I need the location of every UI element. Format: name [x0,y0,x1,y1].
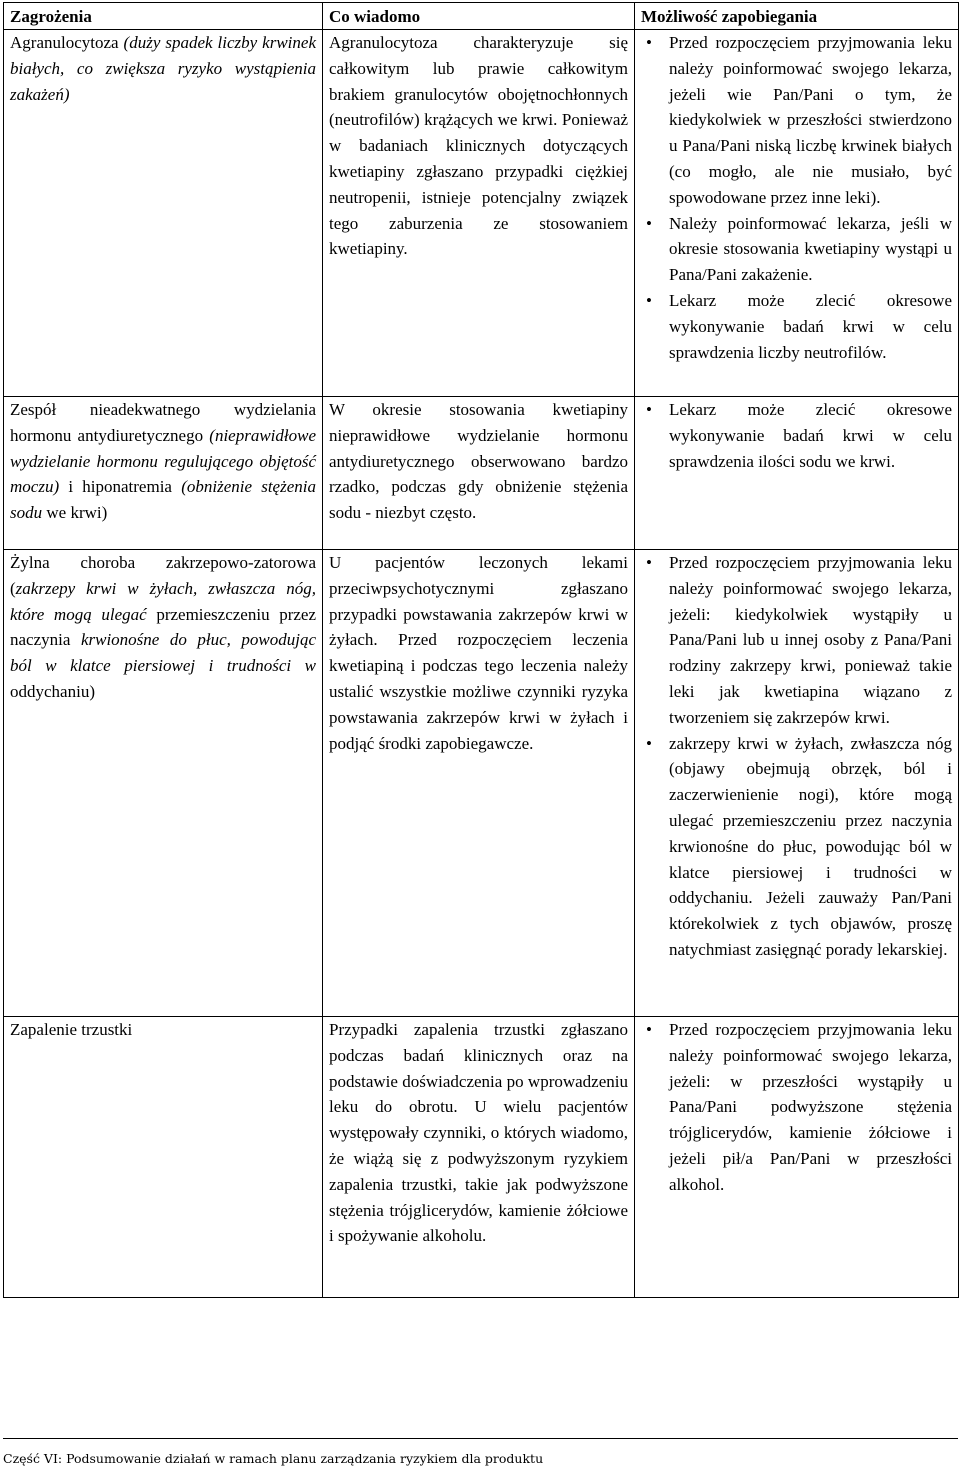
prevention-text: Lekarz może zlecić okresowe wykonywanie badań krwi w celu sprawdzenia ilości sodu we krwi. [669,400,952,471]
prevention-item [641,731,952,963]
header-risk: Zagrożenia [4,3,323,30]
prevention-item [641,288,952,365]
table-row [4,397,959,550]
prevention-list [641,30,952,365]
prevention-item [641,211,952,288]
prevention-text: Przed rozpoczęciem przyjmowania leku należy poinformować swojego lekarza, jeżeli wie Pan/Pani o tym, że kiedykolwiek w przeszłości stwierdzono u Pana/Pani niską liczbę krwinek białych (co mogło, ale nie musiało, być spowodowane przez inne leki). [669,33,952,207]
risk-text: oddychaniu) [10,681,95,701]
risk-cell [4,1017,323,1298]
risk-text: we krwi) [42,503,108,523]
risk-cell [4,30,323,397]
risk-text: Agranulocytoza [10,33,124,52]
prevention-cell [635,1017,959,1298]
prevention-text: Lekarz może zlecić okresowe wykonywanie badań krwi w celu sprawdzenia liczby neutrofilów. [669,290,952,362]
prevention-list [641,1017,952,1198]
prevention-item [641,550,952,731]
bullet-icon: • [646,400,652,419]
prevention-text: Przed rozpoczęciem przyjmowania leku należy poinformować swojego lekarza, jeżeli: kiedykolwiek wystąpiły u Pana/Pani lub u innej osoby z Pana/Pani rodziny zakrzepy krwi, ponieważ takie leki jak kwetiapina wiązano z tworzeniem się zakrzepów krwi. [669,553,952,727]
risk-text: i hiponatremia [59,477,182,497]
risk-text: krwionośne do płuc, powodując ból w klatce piersiowej i trudności w [10,630,317,676]
prevention-item [641,397,952,474]
risk-text: Zespół nieadekwatnego wydzielania hormonu antydiuretycznego [10,400,316,445]
prevention-text: Przed rozpoczęciem przyjmowania leku należy poinformować swojego lekarza, jeżeli: w przeszłości wystąpiły u Pana/Pani podwyższone stężenia trójglicerydów, kamienie żółciowe i jeżeli pił/a Pan/Pani w przeszłości alkohol. [669,1020,952,1194]
prevention-cell [635,550,959,1017]
risk-cell [4,397,323,550]
prevention-item [641,30,952,211]
bullet-icon: • [646,290,652,310]
footer-text: Część VI: Podsumowanie działań w ramach planu zarządzania ryzykiem dla produktu [3,1451,544,1466]
prevention-item [641,1017,952,1198]
bullet-icon: • [646,553,652,572]
header-known: Co wiadomo [323,3,635,30]
risk-text: Żylna choroba zakrzepowo-zatorowa ( [10,553,316,598]
risk-text: Zapalenie trzustki [10,1020,133,1039]
table-row [4,30,959,397]
prevention-text: Należy poinformować lekarza, jeśli w okresie stosowania kwetiapiny wystąpi u Pana/Pani zakażenie. [669,213,952,285]
risk-text: (obniżenie stężenia sodu [10,477,316,523]
bullet-icon: • [646,1020,652,1039]
risk-table [3,2,959,1298]
prevention-list [641,397,952,474]
risk-text: (duży spadek liczby krwinek białych, co zwiększa ryzyko wystąpienia zakażeń) [10,33,316,104]
risk-text: zakrzepy krwi w żyłach, zwłaszcza nóg, które mogą ulegać [10,578,316,624]
risk-text: przemieszczeniu przez naczynia [10,604,317,650]
risk-text: (nieprawidłowe wydzielanie hormonu regulującego objętość moczu) [10,425,316,497]
risk-cell [4,550,323,1017]
page-footer [3,1438,958,1466]
known-cell: Przypadki zapalenia trzustki zgłaszano podczas badań klinicznych oraz na podstawie doświadczenia po wprowadzeniu leku do obrotu. U wielu pacjentów występowały czynniki, o których wiadomo, że wiążą się z podwyższonym ryzykiem zapalenia trzustki, takie jak podwyższone stężenia trójglicerydów, kamienie żółciowe i spożywanie alkoholu. [323,1017,635,1298]
table-row [4,550,959,1017]
known-cell: Agranulocytoza charakteryzuje się całkowitym lub prawie całkowitym brakiem granulocytów obojętnochłonnych (neutrofilów) krążących we krwi. Ponieważ w badaniach klinicznych dotyczących kwetiapiny zgłaszano przypadki ciężkiej neutropenii, istnieje potencjalny związek tego zaburzenia ze stosowaniem kwetiapiny. [323,30,635,397]
prevention-text: zakrzepy krwi w żyłach, zwłaszcza nóg (objawy obejmują obrzęk, ból i zaczerwienienie nogi), które mogą ulegać przemieszczeniu przez naczynia krwionośne do płuc, powodując ból w klatce piersiowej i trudności w oddychaniu. Jeżeli zauważy Pan/Pani którekolwiek z tych objawów, proszę natychmiast zasięgnąć porady lekarskiej. [669,733,952,959]
table-row [4,1017,959,1298]
table-header-row [4,3,959,30]
known-cell: U pacjentów leczonych lekami przeciwpsychotycznymi zgłaszano przypadki powstawania zakrzepów krwi w żyłach. Przed rozpoczęciem leczenia kwetiapiną i podczas tego leczenia należy ustalić wszystkie możliwe czynniki ryzyka powstawania zakrzepów krwi w żyłach i podjąć środki zapobiegawcze. [323,550,635,1017]
bullet-icon: • [646,33,652,52]
bullet-icon: • [646,733,652,753]
prevention-cell [635,30,959,397]
header-prevention: Możliwość zapobiegania [635,3,959,30]
prevention-cell [635,397,959,550]
prevention-list [641,550,952,963]
bullet-icon: • [646,213,652,233]
known-cell: W okresie stosowania kwetiapiny nieprawidłowe wydzielanie hormonu antydiuretycznego obserwowano bardzo rzadko, podczas gdy obniżenie stężenia sodu - niezbyt często. [323,397,635,550]
